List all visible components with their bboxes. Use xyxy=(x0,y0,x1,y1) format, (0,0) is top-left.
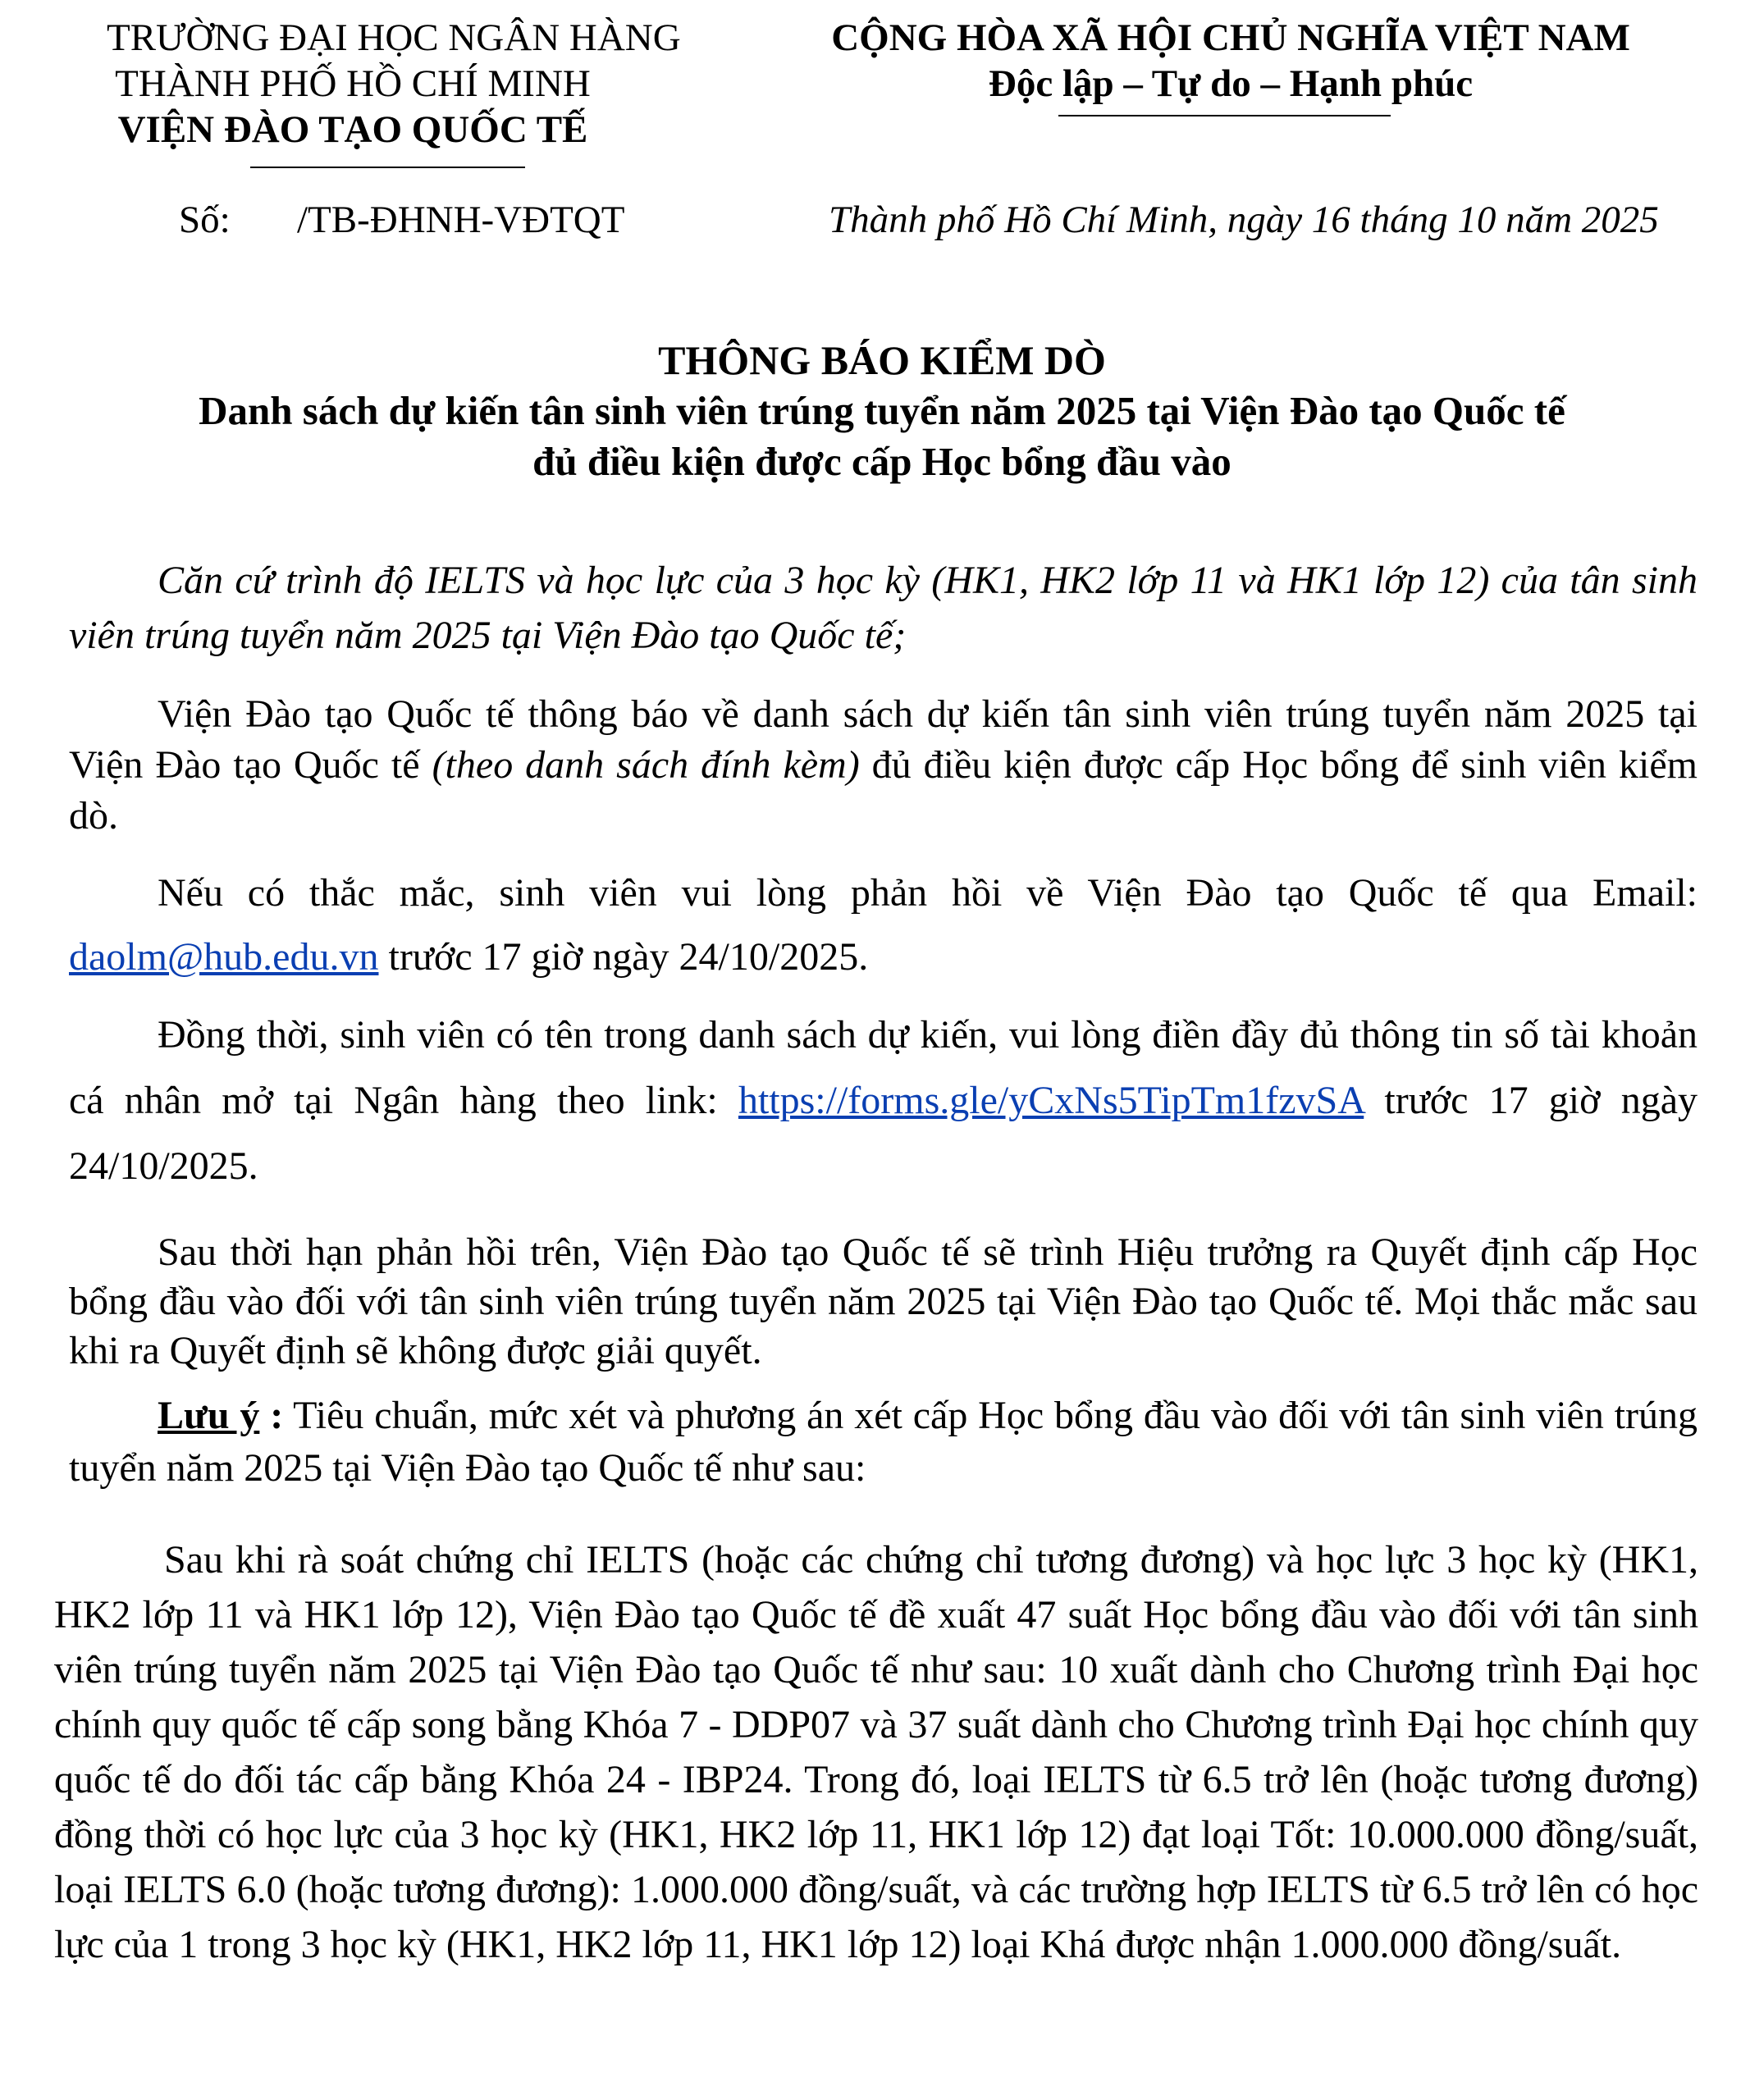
attachment-note: (theo danh sách đính kèm) xyxy=(432,743,860,787)
bank-info-paragraph xyxy=(69,1002,1698,1199)
national-title: CỘNG HÒA XÃ HỘI CHỦ NGHĨA VIỆT NAM xyxy=(831,16,1630,59)
decision-text: Sau thời hạn phản hồi trên, Viện Đào tạo Quốc tế sẽ trình Hiệu trưởng ra Quyết định cấp Học bổng đầu vào đối với tân sinh viên trúng tuyển năm 2025 tại Viện Đào tạo Quốc tế. Mọi thắc mắc sau khi ra Quyết định sẽ không được giải quyết. xyxy=(69,1230,1698,1372)
scholarship-criteria-text: Sau khi rà soát chứng chỉ IELTS (hoặc các chứng chỉ tương đương) và học lực 3 học kỳ (HK1, HK2 lớp 11 và HK1 lớp 12), Viện Đào tạo Quốc tế đề xuất 47 suất Học bổng đầu vào đối với tân sinh viên trúng tuyển năm 2025 tại Viện Đào tạo Quốc tế như sau: 10 xuất dành cho Chương trình Đại học chính quy quốc tế cấp song bằng Khóa 7 - DDP07 và 37 suất dành cho Chương trình Đại học chính quy quốc tế do đối tác cấp bằng Khóa 24 - IBP24. Trong đó, loại IELTS từ 6.5 trở lên (hoặc tương đương) đồng thời có học lực của 3 học kỳ (HK1, HK2 lớp 11, HK1 lớp 12) đạt loại Tốt: 10.000.000 đồng/suất, loại IELTS 6.0 (hoặc tương đương): 1.000.000 đồng/suất, và các trường hợp IELTS từ 6.5 trở lên có học lực của 1 trong 3 học kỳ (HK1, HK2 lớp 11, HK1 lớp 12) loại Khá được nhận 1.000.000 đồng/suất. xyxy=(54,1538,1698,1966)
institution-header xyxy=(107,15,681,153)
title-sub-line2: đủ điều kiện được cấp Học bổng đầu vào xyxy=(532,439,1231,484)
announcement-text xyxy=(69,689,1698,842)
basis-text: Căn cứ trình độ IELTS và học lực của 3 học kỳ (HK1, HK2 lớp 11 và HK1 lớp 12) của tân sinh viên trúng tuyển năm 2025 tại Viện Đào tạo Quốc tế; xyxy=(69,559,1698,657)
date-line: Thành phố Hồ Chí Minh, ngày 16 tháng 10 năm 2025 xyxy=(829,199,1659,241)
title-main: THÔNG BÁO KIỂM DÒ xyxy=(658,337,1106,383)
contact-text-b: trước 17 giờ ngày 24/10/2025. xyxy=(378,935,869,979)
institution-underline xyxy=(250,167,525,168)
contact-text xyxy=(69,861,1698,989)
university-name-line2: THÀNH PHỐ HỒ CHÍ MINH xyxy=(115,62,591,105)
document-title xyxy=(66,335,1698,487)
announcement-paragraph xyxy=(69,689,1698,842)
announcement-text-a: Viện Đào tạo Quốc tế thông báo về danh sách dự kiến tân sinh viên trúng tuyển năm 2025 tại Viện Đào tạo Quốc tế xyxy=(69,692,1698,787)
university-name-line1: TRƯỜNG ĐẠI HỌC NGÂN HÀNG xyxy=(107,16,681,59)
doc-number-label: Số: xyxy=(179,199,231,241)
title-sub-line1: Danh sách dự kiến tân sinh viên trúng tuyển năm 2025 tại Viện Đào tạo Quốc tế xyxy=(199,388,1565,433)
basis-paragraph xyxy=(69,553,1698,663)
contact-paragraph xyxy=(69,861,1698,989)
bank-info-text xyxy=(69,1002,1698,1199)
scholarship-criteria-paragraph xyxy=(54,1532,1698,1972)
doc-number-code: /TB-ĐHNH-VĐTQT xyxy=(297,199,625,241)
form-link[interactable]: https://forms.gle/yCxNs5TipTm1fzvSA xyxy=(738,1079,1364,1122)
bank-info-text-b: trước 17 giờ ngày 24/10/2025. xyxy=(69,1079,1698,1188)
note-paragraph xyxy=(69,1390,1698,1495)
decision-paragraph xyxy=(69,1228,1698,1376)
note-body: Tiêu chuẩn, mức xét và phương án xét cấp Học bổng đầu vào đối với tân sinh viên trúng tuyển năm 2025 tại Viện Đào tạo Quốc tế như sau: xyxy=(69,1394,1698,1490)
announcement-text-b: đủ điều kiện được cấp Học bổng để sinh viên kiểm dò. xyxy=(69,743,1698,838)
national-header xyxy=(788,15,1674,107)
bank-info-text-a: Đồng thời, sinh viên có tên trong danh sách dự kiến, vui lòng điền đầy đủ thông tin số tài khoản cá nhân mở tại Ngân hàng theo link: xyxy=(69,1013,1698,1122)
email-link[interactable]: daolm@hub.edu.vn xyxy=(69,935,379,979)
note-text xyxy=(69,1390,1698,1495)
note-label: Lưu ý xyxy=(158,1394,260,1437)
motto-underline xyxy=(1058,115,1391,116)
national-motto: Độc lập – Tự do – Hạnh phúc xyxy=(988,62,1474,105)
note-colon: : xyxy=(259,1394,284,1437)
contact-text-a: Nếu có thắc mắc, sinh viên vui lòng phản hồi về Viện Đào tạo Quốc tế qua Email: xyxy=(158,871,1698,915)
institute-name: VIỆN ĐÀO TẠO QUỐC TẾ xyxy=(117,108,588,151)
